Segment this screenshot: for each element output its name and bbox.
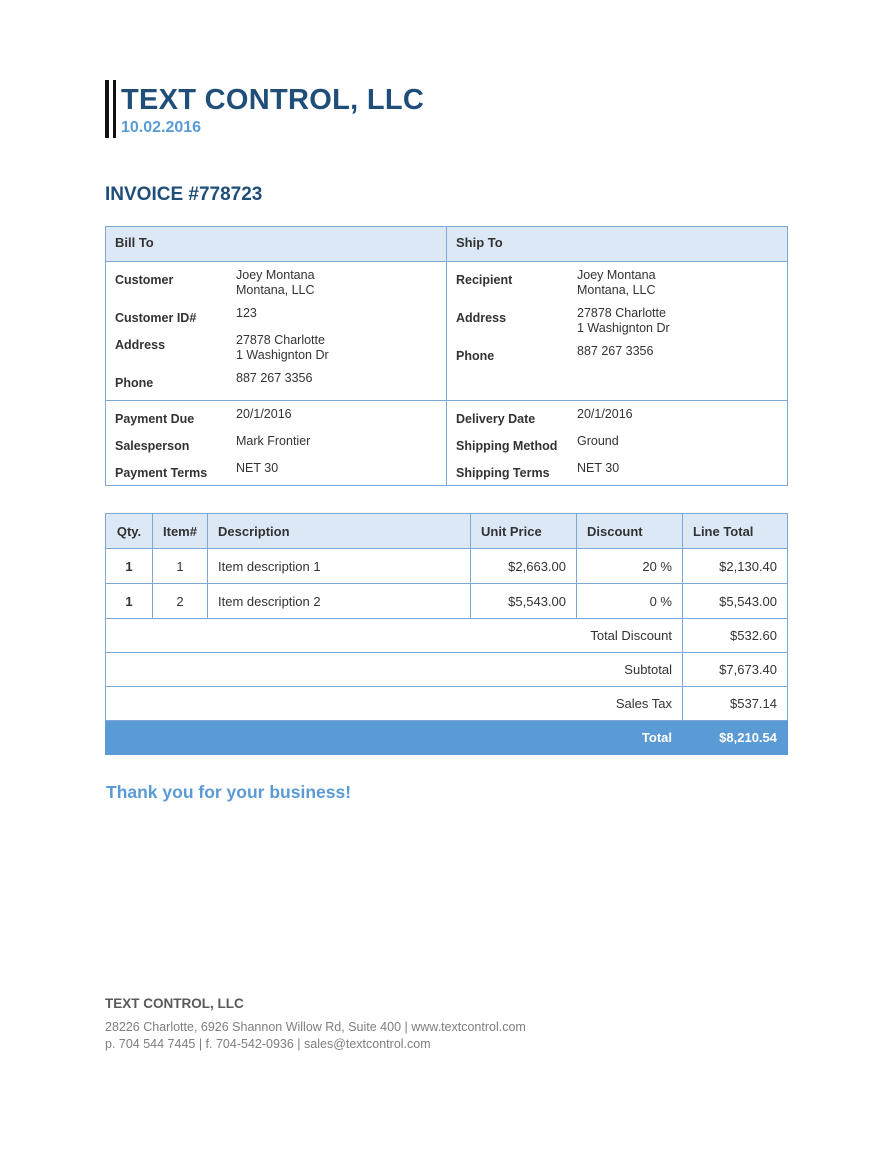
ship-to-details: [447, 262, 788, 401]
field-value: 20/1/2016: [236, 407, 292, 421]
bill-to-address: [115, 333, 437, 363]
cell-description: Item description 1: [208, 549, 471, 584]
delivery-date: [456, 407, 778, 426]
table-header-row: [106, 514, 788, 549]
ship-to-phone: [456, 344, 778, 363]
shipping-terms: [456, 461, 778, 480]
field-value: [577, 268, 656, 298]
summary-value: $537.14: [683, 687, 788, 721]
bill-to-heading: Bill To: [106, 227, 447, 262]
thank-you-message: Thank you for your business!: [106, 782, 352, 802]
field-label: Salesperson: [115, 439, 190, 453]
invoice-title: INVOICE #778723: [105, 184, 263, 205]
cell-item-number: 2: [153, 584, 208, 619]
field-label: Shipping Terms: [456, 466, 550, 480]
field-label: Address: [456, 311, 507, 325]
value-line: 123: [236, 306, 257, 320]
header-accent-bar: [105, 80, 109, 138]
value-line: Joey Montana: [577, 268, 656, 282]
value-line: 1 Washignton Dr: [577, 321, 670, 335]
column-header-item: Item#: [153, 514, 208, 549]
bill-to-customer-id: [115, 306, 437, 325]
salesperson: [115, 434, 437, 453]
header-accent-bar: [113, 80, 116, 138]
value-line: Montana, LLC: [236, 283, 315, 297]
field-label: Customer: [115, 273, 174, 287]
field-label: Payment Terms: [115, 466, 208, 480]
company-name: TEXT CONTROL, LLC: [121, 84, 425, 116]
field-value: NET 30: [236, 461, 279, 475]
payment-terms: [115, 461, 437, 480]
cell-description: Item description 2: [208, 584, 471, 619]
field-label: Payment Due: [115, 412, 195, 426]
subtotal-row: [106, 653, 788, 687]
summary-label: Sales Tax: [106, 687, 683, 721]
cell-unit-price: $5,543.00: [471, 584, 577, 619]
summary-label: Total Discount: [106, 619, 683, 653]
footer-company-name: TEXT CONTROL, LLC: [105, 996, 244, 1011]
line-items-table: [105, 513, 788, 755]
cell-line-total: $2,130.40: [683, 549, 788, 584]
field-value: [577, 344, 653, 363]
field-value: NET 30: [577, 461, 620, 475]
field-label: Address: [115, 338, 166, 352]
ship-to-recipient: [456, 268, 778, 298]
value-line: 27878 Charlotte: [577, 306, 666, 320]
cell-unit-price: $2,663.00: [471, 549, 577, 584]
grand-total-row: [106, 721, 788, 755]
ship-to-address: [456, 306, 778, 336]
footer-address: 28226 Charlotte, 6926 Shannon Willow Rd, Suite 400 | www.textcontrol.com: [105, 1020, 526, 1034]
company-header: [105, 80, 805, 140]
bill-to-details: [106, 262, 447, 401]
value-line: Montana, LLC: [577, 283, 656, 297]
cell-qty: 1: [106, 549, 153, 584]
payment-terms-details: [106, 401, 447, 486]
cell-item-number: 1: [153, 549, 208, 584]
field-value: [236, 333, 329, 363]
shipping-method: [456, 434, 778, 453]
field-label: Delivery Date: [456, 412, 536, 426]
field-label: Customer ID#: [115, 311, 197, 325]
shipping-terms-details: [447, 401, 788, 486]
column-header-discount: Discount: [577, 514, 683, 549]
value-line: 887 267 3356: [577, 344, 654, 358]
value-line: 1 Washignton Dr: [236, 348, 329, 362]
value-line: 887 267 3356: [236, 371, 313, 385]
field-label: Phone: [456, 349, 495, 363]
value-line: 27878 Charlotte: [236, 333, 325, 347]
footer-contact: p. 704 544 7445 | f. 704-542-0936 | sales@textcontrol.com: [105, 1037, 431, 1051]
field-label: Shipping Method: [456, 439, 558, 453]
cell-qty: 1: [106, 584, 153, 619]
column-header-unit-price: Unit Price: [471, 514, 577, 549]
total-discount-row: [106, 619, 788, 653]
bill-to-customer: [115, 268, 437, 298]
cell-line-total: $5,543.00: [683, 584, 788, 619]
total-value: $8,210.54: [683, 721, 788, 755]
table-row: [106, 549, 788, 584]
summary-label: Subtotal: [106, 653, 683, 687]
footer: [105, 996, 805, 1051]
total-label: Total: [106, 721, 683, 755]
field-value: [236, 268, 315, 298]
field-value: [236, 371, 312, 390]
field-label: Recipient: [456, 273, 513, 287]
summary-value: $7,673.40: [683, 653, 788, 687]
billing-shipping-table: [105, 226, 788, 486]
cell-discount: 0 %: [577, 584, 683, 619]
field-value: Ground: [577, 434, 619, 448]
field-label: Phone: [115, 376, 154, 390]
payment-due: [115, 407, 437, 426]
sales-tax-row: [106, 687, 788, 721]
field-value: Mark Frontier: [236, 434, 311, 448]
field-value: 20/1/2016: [577, 407, 633, 421]
ship-to-heading: Ship To: [447, 227, 788, 262]
summary-value: $532.60: [683, 619, 788, 653]
field-value: [236, 306, 257, 325]
field-value: [577, 306, 670, 336]
column-header-description: Description: [208, 514, 471, 549]
invoice-date: 10.02.2016: [121, 119, 202, 136]
column-header-line-total: Line Total: [683, 514, 788, 549]
cell-discount: 20 %: [577, 549, 683, 584]
bill-to-phone: [115, 371, 437, 390]
table-row: [106, 584, 788, 619]
column-header-qty: Qty.: [106, 514, 153, 549]
value-line: Joey Montana: [236, 268, 315, 282]
